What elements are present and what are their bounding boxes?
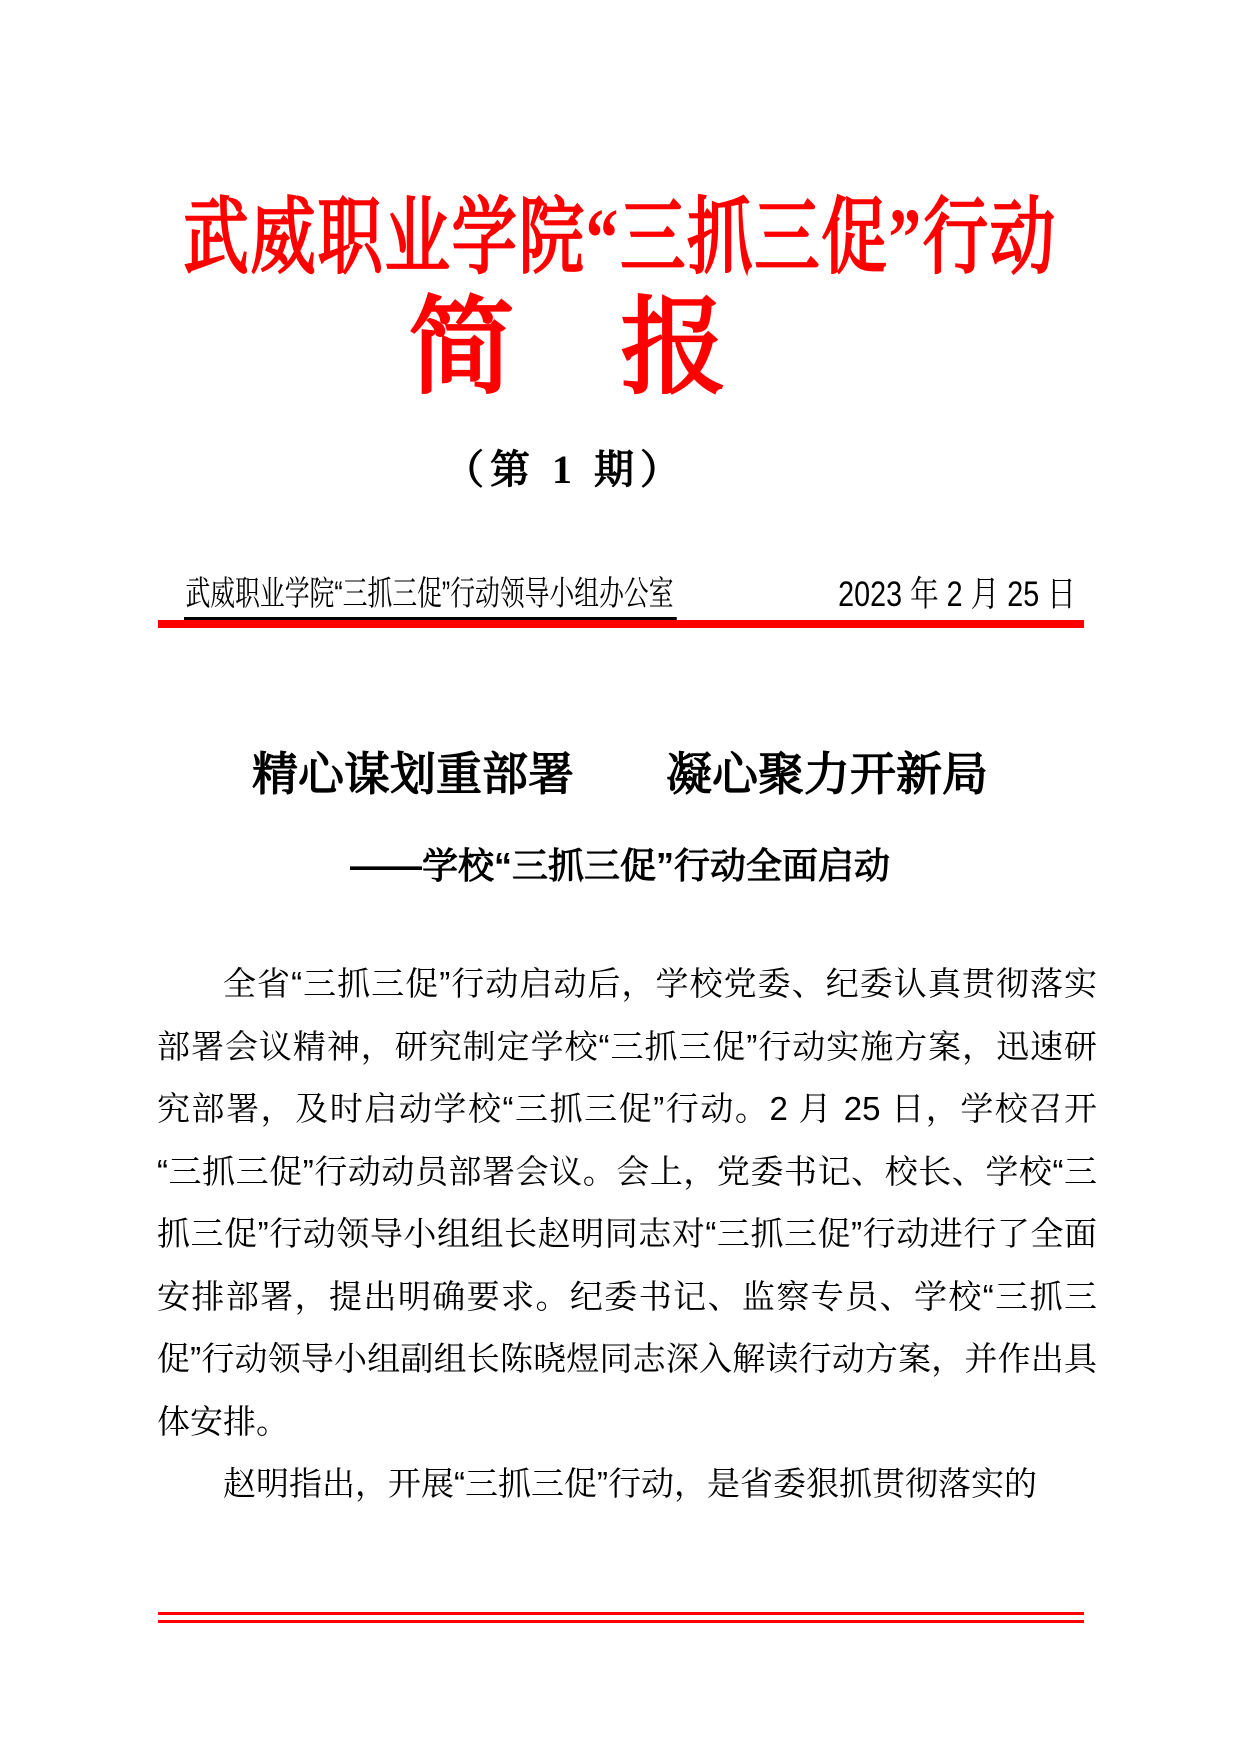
issue-date: 2023 年 2 月 25 日 (838, 575, 1076, 614)
article-headline: 精心谋划重部署 凝心聚力开新局 (252, 749, 988, 800)
article-body (157, 953, 1097, 1516)
article-subhead: ——学校“三抓三促”行动全面启动 (349, 845, 890, 886)
masthead-title-text: 武威职业学院“三抓三促”行动 (183, 192, 1057, 285)
issue-number: （第 1 期） (444, 447, 686, 492)
header-meta-row (158, 570, 1084, 628)
paragraph: 全省“三抓三促”行动启动后，学校党委、纪委认真贯彻落实部署会议精神，研究制定学校“三抓三促”行动实施方案，迅速研究部署，及时启动学校“三抓三促”行动。2 月 25 日，学校召开“三抓三促”行动动员部署会议。会上，党委书记、校长、学校“三抓三促”行动领导小组组长赵明同志对“三抓三促”行动进行了全面安排部署，提出明确要求。纪委书记、监察专员、学校“三抓三促”行动领导小组副组长陈晓煜同志深入解读行动方案，并作出具体安排。 (157, 965, 1097, 1440)
office-name: 武威职业学院“三抓三促”行动领导小组办公室 (184, 572, 676, 620)
paragraph: 赵明指出，开展“三抓三促”行动，是省委狠抓贯彻落实的 (223, 1465, 1037, 1502)
masthead-title-line2: 简 报 (408, 290, 727, 407)
bottom-double-rule (158, 1612, 1084, 1623)
